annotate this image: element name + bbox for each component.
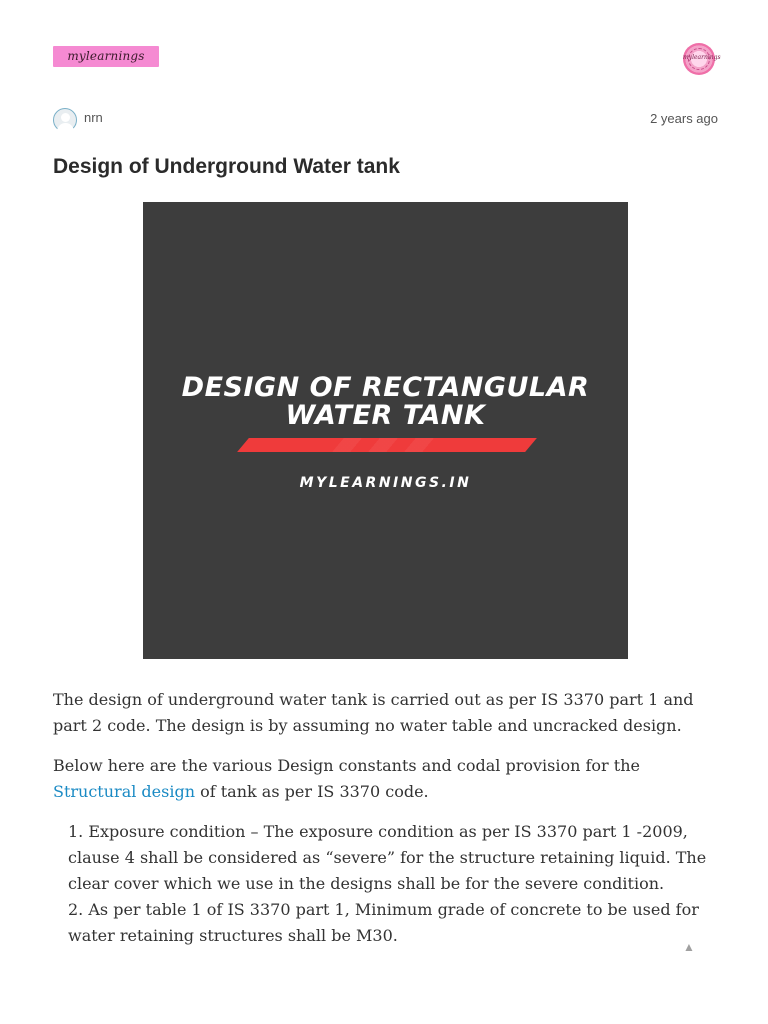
list-item: 2. As per table 1 of IS 3370 part 1, Minimum grade of concrete to be used for water retaining structures shall be M30. bbox=[68, 900, 699, 945]
author-avatar-icon[interactable] bbox=[53, 108, 77, 132]
avatar-text: mylearnings bbox=[683, 54, 721, 61]
featured-image-site: MYLEARNINGS.IN bbox=[299, 475, 472, 491]
avatar-head bbox=[61, 113, 70, 122]
paragraph-text-before: Below here are the various Design constants and codal provision for the bbox=[53, 756, 640, 775]
featured-image-title: DESIGN OF RECTANGULAR WATER TANK bbox=[181, 372, 590, 431]
provisions-list bbox=[53, 819, 718, 949]
post-meta bbox=[53, 106, 718, 136]
intro-paragraph: The design of underground water tank is carried out as per IS 3370 part 1 and part 2 code. The design is by assuming no water table and uncracked design. bbox=[53, 690, 694, 735]
post-title: Design of Underground Water tank bbox=[53, 155, 400, 178]
author-name[interactable]: nrn bbox=[84, 110, 103, 125]
featured-image-accent-bar bbox=[237, 438, 537, 452]
design-constants-paragraph bbox=[53, 753, 718, 805]
structural-design-link[interactable]: Structural design bbox=[53, 782, 196, 801]
site-logo[interactable]: mylearnings bbox=[53, 46, 159, 67]
paragraph-text-after: of tank as per IS 3370 code. bbox=[195, 782, 429, 801]
avatar-body bbox=[57, 123, 74, 135]
list-item: 1. Exposure condition – The exposure condition as per IS 3370 part 1 -2009, clause 4 shall be considered as “severe” for the structure retaining liquid. The clear cover which we use in the designs shall be for the severe condition. bbox=[68, 822, 707, 893]
scroll-to-top-icon[interactable]: ▲ bbox=[683, 940, 695, 954]
post-content bbox=[53, 687, 718, 949]
post-timestamp: 2 years ago bbox=[650, 111, 718, 126]
site-header bbox=[0, 0, 768, 90]
site-avatar-icon[interactable] bbox=[683, 43, 721, 75]
featured-image bbox=[143, 202, 628, 659]
